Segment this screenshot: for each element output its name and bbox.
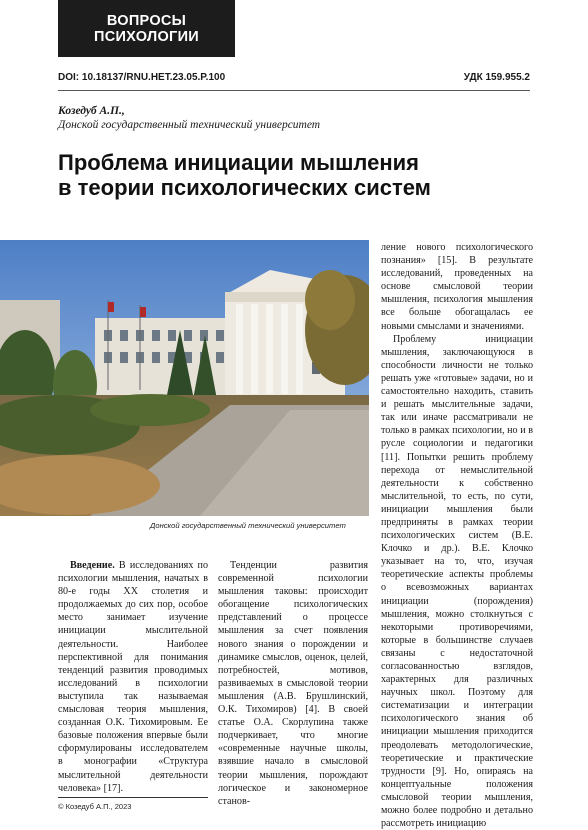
header-divider (58, 90, 530, 91)
journal-logo (58, 0, 235, 57)
journal-name-line2: ПСИХОЛОГИИ (93, 28, 200, 45)
body-column-3 (381, 241, 533, 830)
udc-code: УДК 159.955.2 (463, 72, 530, 83)
paragraph: ление нового психологического познания» [15]. В результате исследований, проведенных на основе смысловой теории мышления, психология мышления все больше обогащалась ее новыми смыслами и значениями. (381, 242, 533, 332)
body-column-1 (58, 559, 208, 795)
paragraph: Тенденции развития современной психологии мышления таковы: происходит обогащение психологических представлений о процессе мышления за счет появления нового знания о порождении и динамике смыслов, оценок, целей, потребностей, мотивов, развиваемых в смысловой теории мышления (А.В. Брушлинский, О.К. Тихомиров) [4]. В своей статье О.А. Скорлупина также подчеркивает, что многие «современные научные школы, взявшие начало в смысловой теории мышления, порождают логическое и закономерное станов- (218, 560, 368, 807)
article-title (58, 150, 528, 200)
title-line1: Проблема инициации мышления (58, 150, 419, 175)
intro-paragraph (58, 559, 208, 795)
journal-name-line1: ВОПРОСЫ (106, 12, 187, 29)
author-affiliation: Донской государственный технический университет (58, 119, 321, 131)
footnote-divider (58, 797, 208, 798)
paragraph: Проблему инициации мышления, заключающуюся в способности личности не только решать уже «готовые» задачи, но и самостоятельно находить, ставить и решать мыслительные задачи, так или иначе рассматривали не только в рамках психологии, но и в русле социологии и педагогики [11]. Попытки решить проблему перехода от немыслительной деятельности к собственно мыслительной, то есть, по сути, инициации мышления были предприняты в рамках теории психологических систем (В.Е. Клочко и др.). В.Е. Клочко указывает на то, что, изучая теоретические аспекты проблемы о всевозможных вариантах инициации (порождения) мышления, можно столкнуться с некоторыми противоречиями, которые в большинстве случаев связаны с недостаточной согласованностью взглядов, характерных для различных научных школ. Поэтому для систематизации и интеграции психологического знания об инициации мышления приходится преодолевать методологические, теоретические и практические трудности [9]. Но, опираясь на концептуальные положения смысловой теории мышления, можно более подробно и детально рассмотреть инициацию (381, 333, 533, 830)
doi: DOI: 10.18137/RNU.HET.23.05.P.100 (58, 72, 226, 83)
body-column-2 (218, 559, 368, 808)
university-photo (0, 240, 369, 516)
title-line2: в теории психологических систем (58, 175, 431, 200)
copyright: © Козедуб А.П., 2023 (58, 802, 132, 811)
photo-caption: Донской государственный технический университет (150, 521, 346, 530)
author-block (58, 104, 320, 132)
intro-text: В исследованиях по психологии мышления, начатых в 80-е годы XX столетия и продолжаемых до сих пор, особое место занимает изучение инициации мыслительной деятельности. Наиболее перспективной для понимания тенденций развития проводимых исследований в психологии выступила так называемая смысловая теория мышления, созданная О.К. Тихомировым. Ее базовые положения впервые были сформулированы исследователем в монографии «Структура мыслительной деятельности человека» [17]. (58, 560, 208, 794)
intro-heading: Введение. (70, 560, 115, 571)
author-name: Козедуб А.П., (58, 105, 125, 117)
